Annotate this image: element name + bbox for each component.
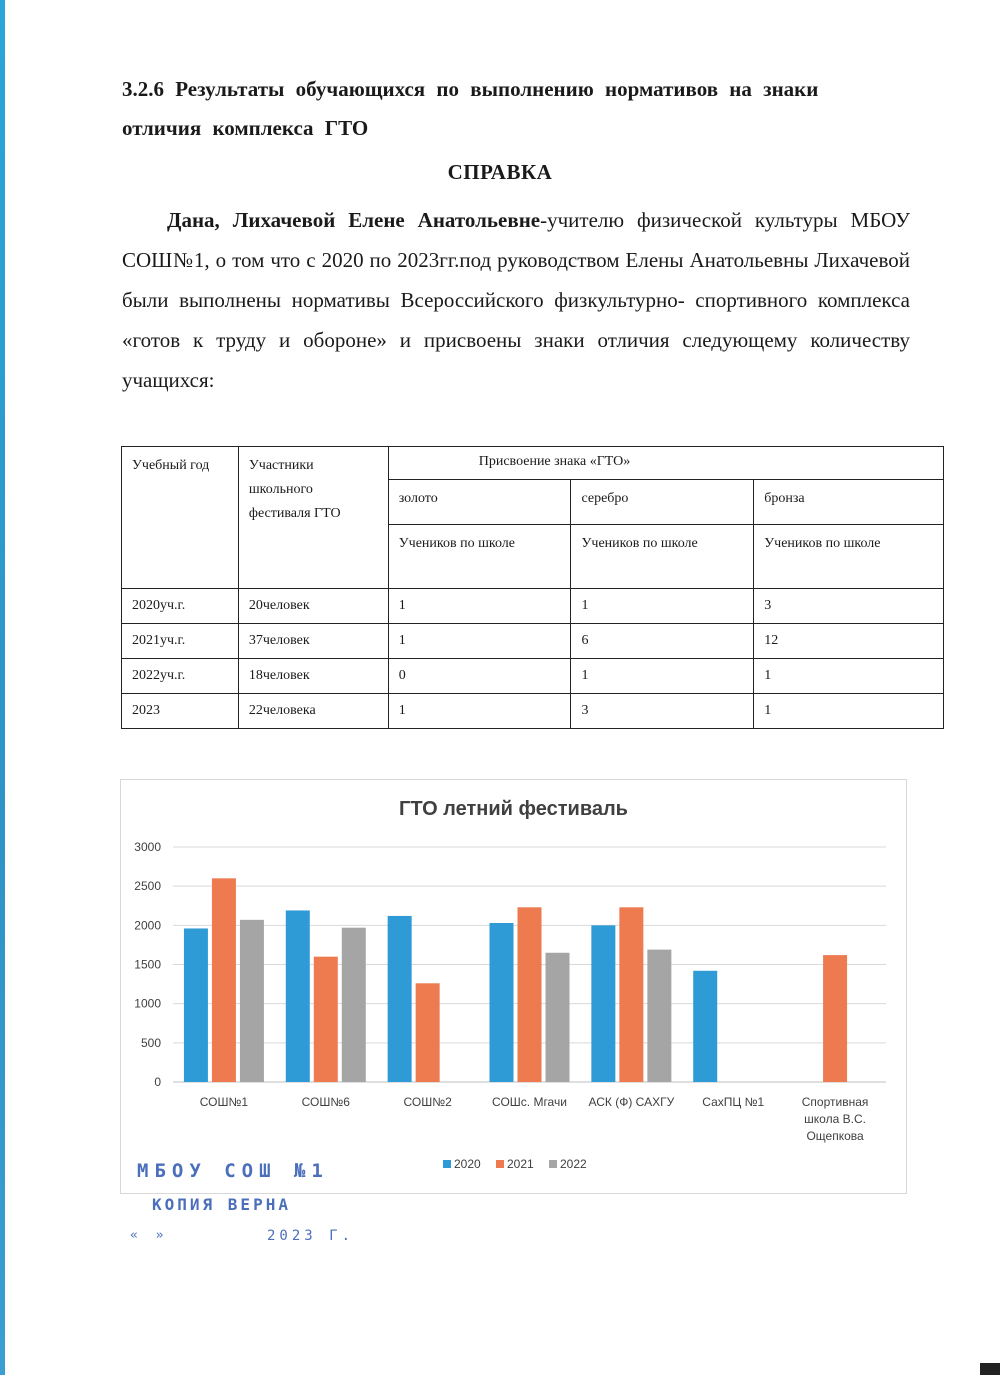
bar-2021 [518, 907, 542, 1082]
legend-label: 2022 [560, 1157, 587, 1171]
bar-2020 [286, 910, 310, 1082]
bar-2022 [647, 950, 671, 1082]
paragraph-text: -учителю физической культуры МБОУ СОШ№1, о том что с 2020 по 2023гг.под руководством Елены Анатольевны Лихачевой были выполнены нормативы Всероссийского физкультурно- спортивного комплекса «готов к труду и обороне» и присвоены знаки отличия следующему количеству учащихся: [122, 208, 910, 392]
cell-bronze: 1 [754, 694, 944, 729]
bar-2021 [416, 983, 440, 1082]
chart-canvas [121, 780, 906, 1193]
x-tick-label: СахПЦ №1 [702, 1095, 765, 1109]
cell-silver: 3 [571, 694, 754, 729]
bar-2021 [823, 955, 847, 1082]
y-tick-label: 2500 [134, 879, 161, 894]
cell-bronze: 12 [754, 624, 944, 659]
cell-gold: 1 [388, 694, 571, 729]
bar-2020 [693, 971, 717, 1082]
cell-silver: 1 [571, 589, 754, 624]
cell-bronze: 1 [754, 659, 944, 694]
legend-swatch-2021 [496, 1160, 504, 1168]
subheader-gold: Учеников по школе [388, 525, 571, 589]
y-tick-label: 3000 [134, 840, 161, 854]
section-heading [122, 70, 910, 148]
bar-2022 [342, 928, 366, 1082]
cell-bronze: 3 [754, 589, 944, 624]
heading-line-2: отличия комплекса ГТО [122, 116, 369, 140]
legend-swatch-2020 [443, 1160, 451, 1168]
gto-results-table [121, 446, 944, 729]
bar-2022 [240, 920, 264, 1082]
cell-year: 2023 [122, 694, 239, 729]
cell-year: 2020уч.г. [122, 589, 239, 624]
chart-title: ГТО летний фестиваль [399, 798, 628, 820]
x-tick-label: СОШ№2 [403, 1095, 452, 1109]
table-row [122, 624, 944, 659]
x-tick-label: СОШс. Мгачи [492, 1095, 567, 1109]
scan-left-edge [0, 0, 5, 1375]
legend-label: 2020 [454, 1157, 481, 1171]
table-row [122, 589, 944, 624]
certificate-paragraph [122, 200, 910, 400]
cell-year: 2021уч.г. [122, 624, 239, 659]
y-tick-label: 2000 [134, 918, 161, 933]
cell-year: 2022уч.г. [122, 659, 239, 694]
recipient-name: Дана, Лихачевой Елене Анатольевне [167, 208, 541, 232]
subheader-silver: Учеников по школе [571, 525, 754, 589]
cell-gold: 1 [388, 624, 571, 659]
header-award: Присвоение знака «ГТО» [388, 447, 943, 480]
bar-2022 [546, 953, 570, 1082]
y-tick-label: 1500 [134, 957, 161, 972]
header-silver: серебро [571, 480, 754, 525]
y-tick-label: 1000 [134, 996, 161, 1011]
bar-2020 [388, 916, 412, 1082]
x-tick-label: Спортивная школа В.С. Ощепкова [801, 1095, 869, 1143]
scan-corner-mark [980, 1363, 1000, 1375]
stamp-copy-verified: КОПИЯ ВЕРНА [152, 1195, 291, 1214]
bar-2020 [591, 925, 615, 1082]
stamp-date-quote: « » [130, 1228, 169, 1243]
bar-2021 [314, 957, 338, 1082]
subheader-bronze: Учеников по школе [754, 525, 944, 589]
y-tick-label: 0 [154, 1075, 161, 1089]
cell-participants: 20человек [238, 589, 388, 624]
y-tick-label: 500 [140, 1035, 161, 1050]
cell-participants: 18человек [238, 659, 388, 694]
bar-2020 [184, 928, 208, 1082]
header-gold: золото [388, 480, 571, 525]
x-tick-label: СОШ№1 [199, 1095, 249, 1109]
cell-participants: 37человек [238, 624, 388, 659]
stamp-year: 2023 Г. [267, 1228, 355, 1244]
bar-2021 [212, 878, 236, 1082]
legend-swatch-2022 [549, 1160, 557, 1168]
bar-2020 [490, 923, 514, 1082]
header-bronze: бронза [754, 480, 944, 525]
header-year: Учебный год [122, 447, 239, 589]
legend-label: 2021 [507, 1157, 534, 1171]
cell-silver: 6 [571, 624, 754, 659]
cell-gold: 1 [388, 589, 571, 624]
bar-2021 [619, 907, 643, 1082]
cell-participants: 22человека [238, 694, 388, 729]
gto-festival-chart [120, 779, 907, 1194]
stamp-school: МБОУ СОШ №1 [137, 1160, 329, 1182]
document-title: СПРАВКА [447, 160, 553, 184]
cell-silver: 1 [571, 659, 754, 694]
table-row [122, 694, 944, 729]
header-participants: Участники школьного фестиваля ГТО [238, 447, 388, 589]
x-tick-label: СОШ№6 [301, 1095, 350, 1109]
table-row [122, 659, 944, 694]
heading-line-1: 3.2.6 Результаты обучающихся по выполнению нормативов на знаки [122, 77, 819, 101]
x-tick-label: АСК (Ф) САХГУ [588, 1095, 675, 1109]
cell-gold: 0 [388, 659, 571, 694]
